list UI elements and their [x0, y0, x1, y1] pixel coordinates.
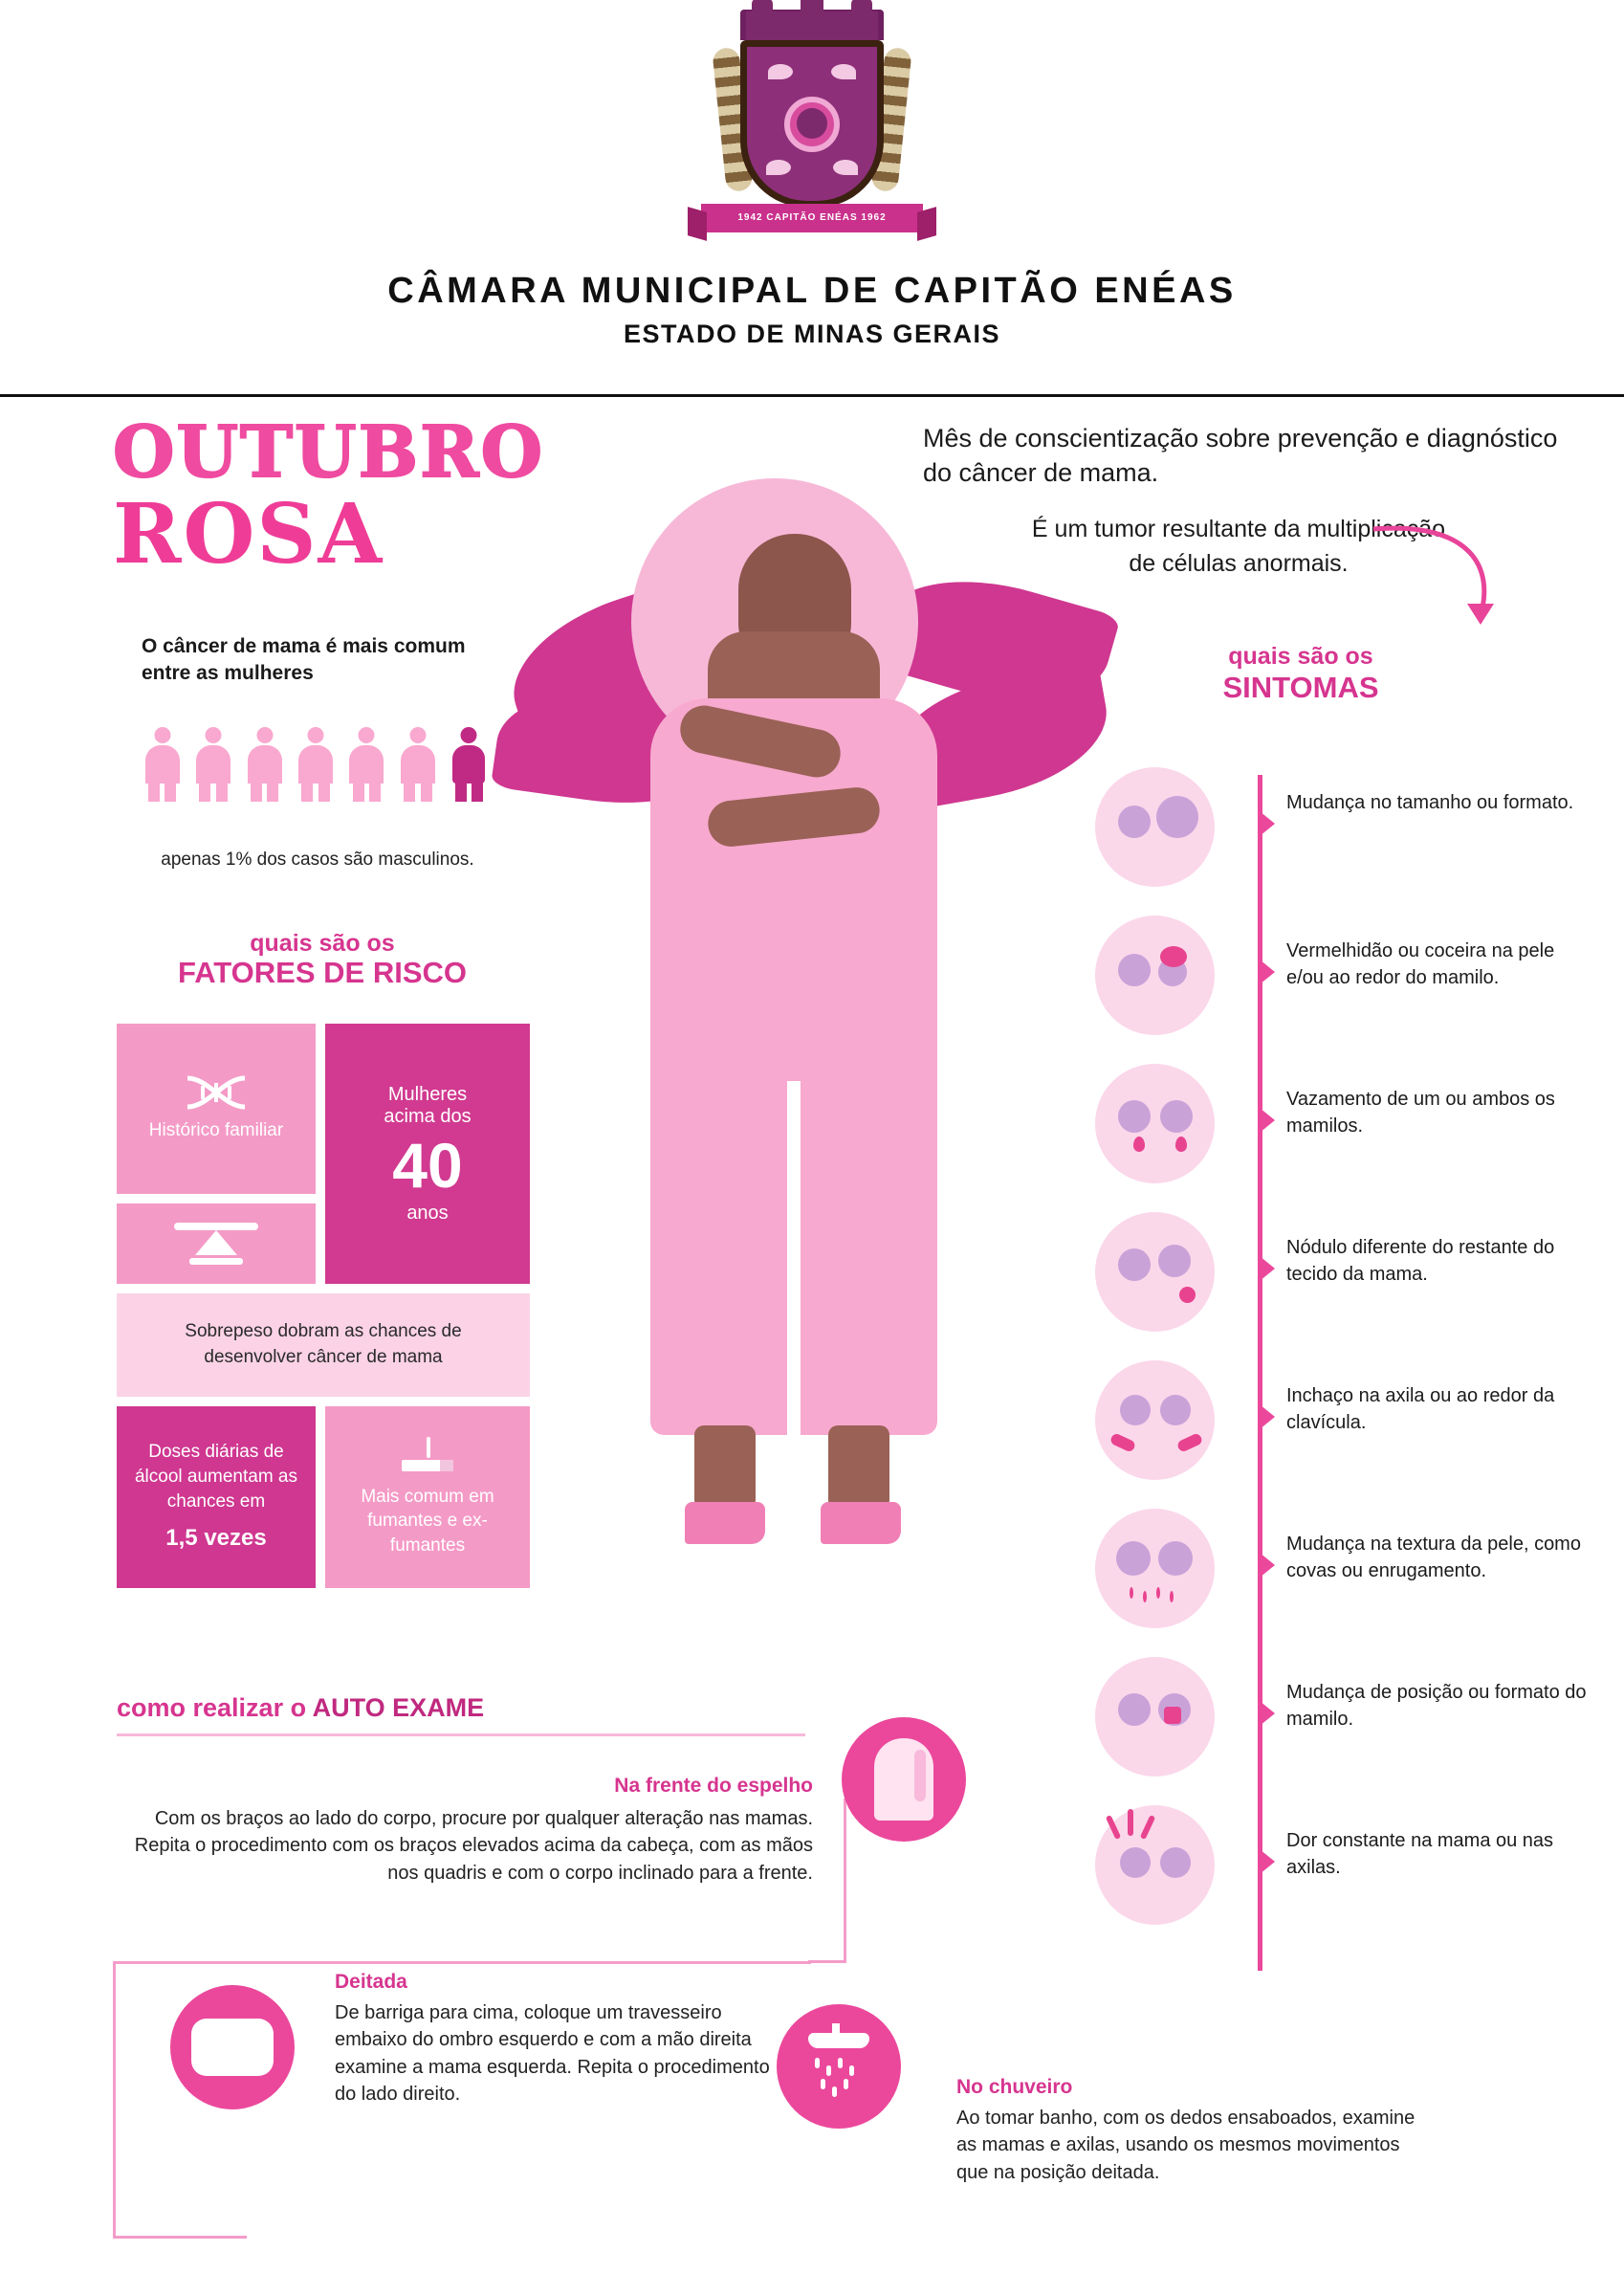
shower-icon-badge — [777, 2004, 901, 2129]
intro-text — [923, 421, 1573, 491]
pillow-icon-badge — [170, 1985, 295, 2109]
person-female-icon — [348, 727, 385, 802]
risk-heading-line1: quais são os — [250, 930, 395, 957]
self-exam-step-text: Ao tomar banho, com os dedos ensaboados, examine as mamas e axilas, usando os mesmos movimentos que na posição deitada. — [956, 2108, 1416, 2183]
breast-cell-icon — [1095, 1805, 1215, 1925]
self-exam-step-text: De barriga para cima, coloque um travesseiro embaixo do ombro esquerdo e com a mão direita examine a mama esquerda. Repita o procedimento do lado direito. — [335, 2002, 770, 2106]
self-exam-step-lying — [335, 1971, 784, 2108]
risk-alcohol-value: 1,5 vezes — [165, 1525, 267, 1552]
self-exam-divider — [117, 1733, 805, 1736]
person-female-icon — [296, 727, 334, 802]
organization-title: CÂMARA MUNICIPAL DE CAPITÃO ENÉAS — [387, 271, 1237, 311]
self-exam-heading-prefix: como realizar o — [117, 1693, 313, 1722]
symptoms-heading — [1100, 643, 1502, 704]
connector-line — [113, 1961, 811, 1964]
campaign-title-line1: OUTUBRO — [113, 411, 545, 494]
symptom-text: Vermelhidão ou coceira na pele e/ou ao redor do mamilo. — [1286, 940, 1555, 988]
risk-factors-heading — [117, 930, 528, 990]
symptom-item — [1095, 1358, 1592, 1502]
shoe-left — [685, 1502, 765, 1544]
connector-line — [113, 2236, 247, 2239]
male-cases-note: apenas 1% dos casos são masculinos. — [161, 850, 474, 870]
symptom-text: Dor constante na mama ou nas axilas. — [1286, 1830, 1554, 1878]
intro-secondary-text: É um tumor resultante da multiplicação de células anormais. — [1031, 516, 1446, 578]
symptoms-heading-line1: quais são os — [1228, 643, 1373, 670]
risk-alcohol-text: Doses diárias de álcool aumentam as chances em — [134, 1442, 298, 1512]
shower-icon — [803, 2033, 874, 2100]
person-female-icon — [399, 727, 436, 802]
self-exam-step-title: Na frente do espelho — [614, 1775, 813, 1797]
campaign-title-line2: ROSA — [113, 486, 384, 583]
self-exam-step-title: Deitada — [335, 1971, 407, 1993]
pillow-icon — [191, 2019, 274, 2076]
woman-illustration — [516, 459, 1109, 1655]
self-exam-step-shower — [956, 2076, 1435, 2186]
symptom-text: Mudança na textura da pele, como covas ou enrugamento. — [1286, 1534, 1581, 1581]
lead-statement: O câncer de mama é mais comum entre as mulheres — [142, 635, 466, 685]
risk-factors-grid — [117, 1024, 530, 1588]
mirror-icon-badge — [842, 1717, 966, 1842]
risk-age-number: 40 — [392, 1129, 463, 1201]
symptom-text: Mudança no tamanho ou formato. — [1286, 792, 1574, 813]
person-female-icon — [194, 727, 231, 802]
risk-age-unit: anos — [406, 1202, 449, 1224]
breast-cell-icon — [1095, 1360, 1215, 1480]
connector-line — [113, 1961, 116, 2239]
risk-overweight-text: Sobrepeso dobram as chances de desenvolver câncer de mama — [185, 1321, 462, 1367]
symptom-text: Vazamento de um ou ambos os mamilos. — [1286, 1089, 1555, 1137]
symptom-item — [1095, 1507, 1592, 1650]
risk-card-scale — [117, 1203, 316, 1284]
mirror-icon — [874, 1738, 933, 1821]
symptom-item — [1095, 1062, 1592, 1205]
cigarette-icon — [402, 1437, 453, 1475]
symptom-text: Mudança de posição ou formato do mamilo. — [1286, 1682, 1587, 1730]
self-exam-step-mirror — [115, 1775, 813, 1887]
risk-card-age — [325, 1024, 530, 1284]
breast-cell-icon — [1095, 1657, 1215, 1777]
self-exam-step-title: No chuveiro — [956, 2076, 1073, 2098]
symptom-item — [1095, 1210, 1592, 1354]
dress-split — [787, 1081, 801, 1435]
scale-icon — [174, 1223, 258, 1265]
person-female-icon — [143, 727, 181, 802]
breast-cell-icon — [1095, 916, 1215, 1035]
breast-cell-icon — [1095, 1509, 1215, 1628]
breast-cell-icon — [1095, 767, 1215, 887]
symptom-item — [1095, 765, 1592, 909]
risk-age-line1: Mulheres — [387, 1083, 468, 1105]
risk-card-smoking — [325, 1406, 530, 1588]
organization-subtitle: ESTADO DE MINAS GERAIS — [623, 320, 1001, 348]
person-male-icon — [450, 727, 488, 802]
coat-of-arms-icon — [692, 10, 932, 263]
document-header — [0, 0, 1624, 397]
symptom-item — [1095, 1655, 1592, 1799]
intro-text-value: Mês de conscientização sobre prevenção e diagnóstico do câncer de mama. — [923, 424, 1558, 488]
breast-cell-icon — [1095, 1064, 1215, 1183]
symptom-item — [1095, 1803, 1592, 1947]
header-divider — [0, 394, 1624, 397]
risk-card-alcohol — [117, 1406, 316, 1588]
symptom-text: Inchaço na axila ou ao redor da clavícula. — [1286, 1385, 1555, 1433]
risk-smoking-text: Mais comum em fumantes e ex-fumantes — [361, 1486, 494, 1556]
leg-right — [828, 1425, 889, 1510]
symptom-text: Nódulo diferente do restante do tecido da mama. — [1286, 1237, 1555, 1285]
risk-card-family-history — [117, 1024, 316, 1194]
people-ratio-chart — [143, 727, 488, 802]
risk-heading-line2: FATORES DE RISCO — [177, 956, 467, 989]
person-female-icon — [246, 727, 283, 802]
self-exam-step-text: Com os braços ao lado do corpo, procure por qualquer alteração nas mamas. Repita o procedimento com os braços elevados acima da cabeça, com as mãos nos quadris e com o corpo inclinado para a frente. — [134, 1808, 813, 1884]
leg-left — [694, 1425, 756, 1510]
connector-line — [808, 1799, 846, 1963]
dna-icon — [180, 1075, 252, 1110]
curved-arrow-icon — [1368, 521, 1502, 646]
shoe-right — [821, 1502, 901, 1544]
symptom-item — [1095, 914, 1592, 1057]
risk-family-history-label: Histórico familiar — [148, 1120, 284, 1141]
breast-cell-icon — [1095, 1212, 1215, 1332]
self-exam-heading — [117, 1693, 484, 1723]
crest-banner-text: 1942 CAPITÃO ENÉAS 1962 — [701, 204, 923, 232]
symptoms-heading-line2: SINTOMAS — [1222, 670, 1379, 704]
risk-card-overweight — [117, 1293, 530, 1397]
risk-age-line2: acima dos — [384, 1105, 472, 1127]
self-exam-heading-strong: AUTO EXAME — [312, 1693, 485, 1722]
